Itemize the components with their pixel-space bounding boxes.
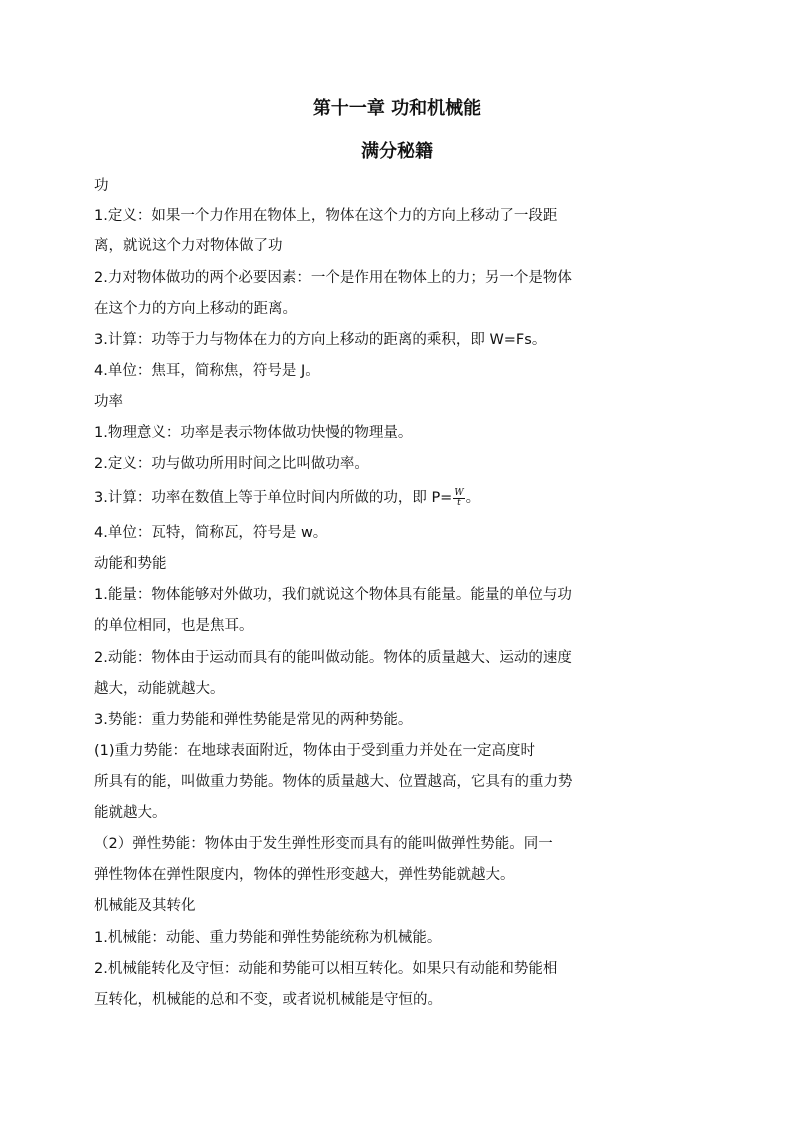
paragraph-line: 1.机械能：动能、重力势能和弹性势能统称为机械能。 bbox=[94, 930, 442, 946]
formula-suffix: 。 bbox=[465, 490, 481, 506]
paragraph-line: 1.物理意义：功率是表示物体做功快慢的物理量。 bbox=[94, 425, 413, 441]
fraction-numerator: W bbox=[454, 487, 464, 498]
paragraph-line: （2）弹性势能：物体由于发生弹性形变而具有的能叫做弹性势能。同一 bbox=[94, 836, 553, 852]
section-heading-energy: 动能和势能 bbox=[94, 556, 167, 572]
paragraph-line: 弹性物体在弹性限度内，物体的弹性形变越大，弹性势能就越大。 bbox=[94, 867, 515, 883]
paragraph-line: 1.能量：物体能够对外做功，我们就说这个物体具有能量。能量的单位与功 bbox=[94, 587, 572, 603]
paragraph-line: 越大，动能就越大。 bbox=[94, 681, 225, 697]
paragraph-line: 4.单位：焦耳，简称焦，符号是 J。 bbox=[94, 363, 320, 379]
chapter-title: 第十一章 功和机械能 bbox=[312, 98, 482, 119]
section-heading-power: 功率 bbox=[94, 394, 123, 410]
paragraph-line: 2.机械能转化及守恒：动能和势能可以相互转化。如果只有动能和势能相 bbox=[94, 961, 558, 977]
paragraph-line: 互转化，机械能的总和不变，或者说机械能是守恒的。 bbox=[94, 992, 442, 1008]
paragraph-line: 在这个力的方向上移动的距离。 bbox=[94, 301, 297, 317]
section-heading-mechanical: 机械能及其转化 bbox=[94, 898, 196, 914]
paragraph-line: 的单位相同，也是焦耳。 bbox=[94, 618, 254, 634]
formula-prefix: 3.计算：功率在数值上等于单位时间内所做的功，即 P= bbox=[94, 490, 453, 506]
paragraph-line: 2.力对物体做功的两个必要因素：一个是作用在物体上的力；另一个是物体 bbox=[94, 270, 572, 286]
paragraph-line: 所具有的能，叫做重力势能。物体的质量越大、位置越高，它具有的重力势 bbox=[94, 774, 573, 790]
paragraph-line: 3.势能：重力势能和弹性势能是常见的两种势能。 bbox=[94, 712, 413, 728]
paragraph-line: 3.计算：功等于力与物体在力的方向上移动的距离的乘积，即 W=Fs。 bbox=[94, 332, 547, 348]
paragraph-line: 能就越大。 bbox=[94, 805, 167, 821]
paragraph-line: (1)重力势能：在地球表面附近，物体由于受到重力并处在一定高度时 bbox=[94, 743, 536, 759]
fraction-denominator: t bbox=[457, 497, 461, 508]
fraction-w-over-t bbox=[453, 489, 464, 508]
power-formula-line bbox=[94, 488, 480, 508]
paragraph-line: 2.动能：物体由于运动而具有的能叫做动能。物体的质量越大、运动的速度 bbox=[94, 650, 572, 666]
paragraph-line: 离，就说这个力对物体做了功 bbox=[94, 238, 283, 254]
section-heading-work: 功 bbox=[94, 178, 109, 194]
paragraph-line: 4.单位：瓦特，简称瓦，符号是 w。 bbox=[94, 525, 328, 541]
paragraph-line: 2.定义：功与做功所用时间之比叫做功率。 bbox=[94, 456, 369, 472]
paragraph-line: 1.定义：如果一个力作用在物体上，物体在这个力的方向上移动了一段距 bbox=[94, 208, 558, 224]
chapter-subtitle: 满分秘籍 bbox=[361, 141, 433, 162]
